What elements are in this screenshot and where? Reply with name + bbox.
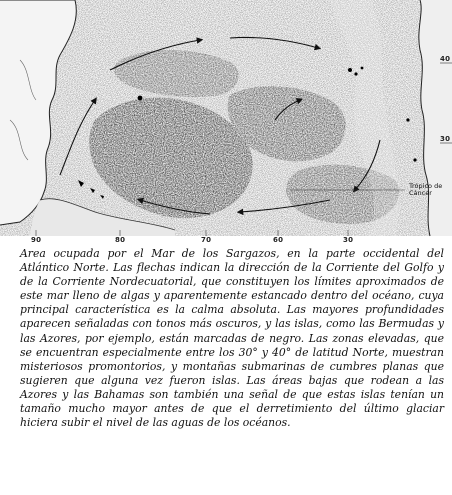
canary-island [413,158,416,161]
longitude-label-60: 60 [273,236,284,244]
tropic-of-cancer-label [409,183,442,197]
azores-island-1 [348,68,352,72]
longitude-label-70: 70 [201,236,212,244]
longitude-label-30: 30 [343,236,354,244]
azores-island-3 [361,67,364,70]
madeira-island [406,118,409,121]
azores-island-2 [354,72,357,75]
tropic-label-line2: Cáncer [409,189,432,197]
tropic-label-line1: Trópico de [409,182,443,190]
latitude-label-40: 40 [440,55,451,63]
latitude-label-30: 30 [440,135,451,143]
longitude-label-80: 80 [115,236,126,244]
caption-title: Area ocupada por el Mar de los Sargazos, [20,247,280,260]
bermuda-island [138,96,143,101]
map-caption [20,247,444,430]
caption-text: en la parte occidental del Atlántico Norte. Las flechas indican la dirección de la Corriente del Golfo y de la Corriente Nordecuatorial, que constituyen los límites aproximados de este mar lleno de algas y aparentemente estancado dentro del océano, cuya principal característica es la calma absoluta. Las mayores profundidades aparecen señaladas con tonos más oscuros, y las islas, como las Bermudas y las Azores, por ejemplo, están marcadas de negro. Las zonas elevadas, que se encuentran especialmente entre los 30° y 40° de latitud Norte, muestran misteriosos promontorios, y montañas submarinas de cumbres planas que sugieren que alguna vez fueron islas. Las áreas bajas que rodean a las Azores y las Bahamas son también una señal de que estas islas tenían un tamaño mucho mayor antes de que el derretimiento del último glaciar hiciera subir el nivel de las aguas de los océanos. [20,247,444,430]
longitude-label-90: 90 [31,236,42,244]
